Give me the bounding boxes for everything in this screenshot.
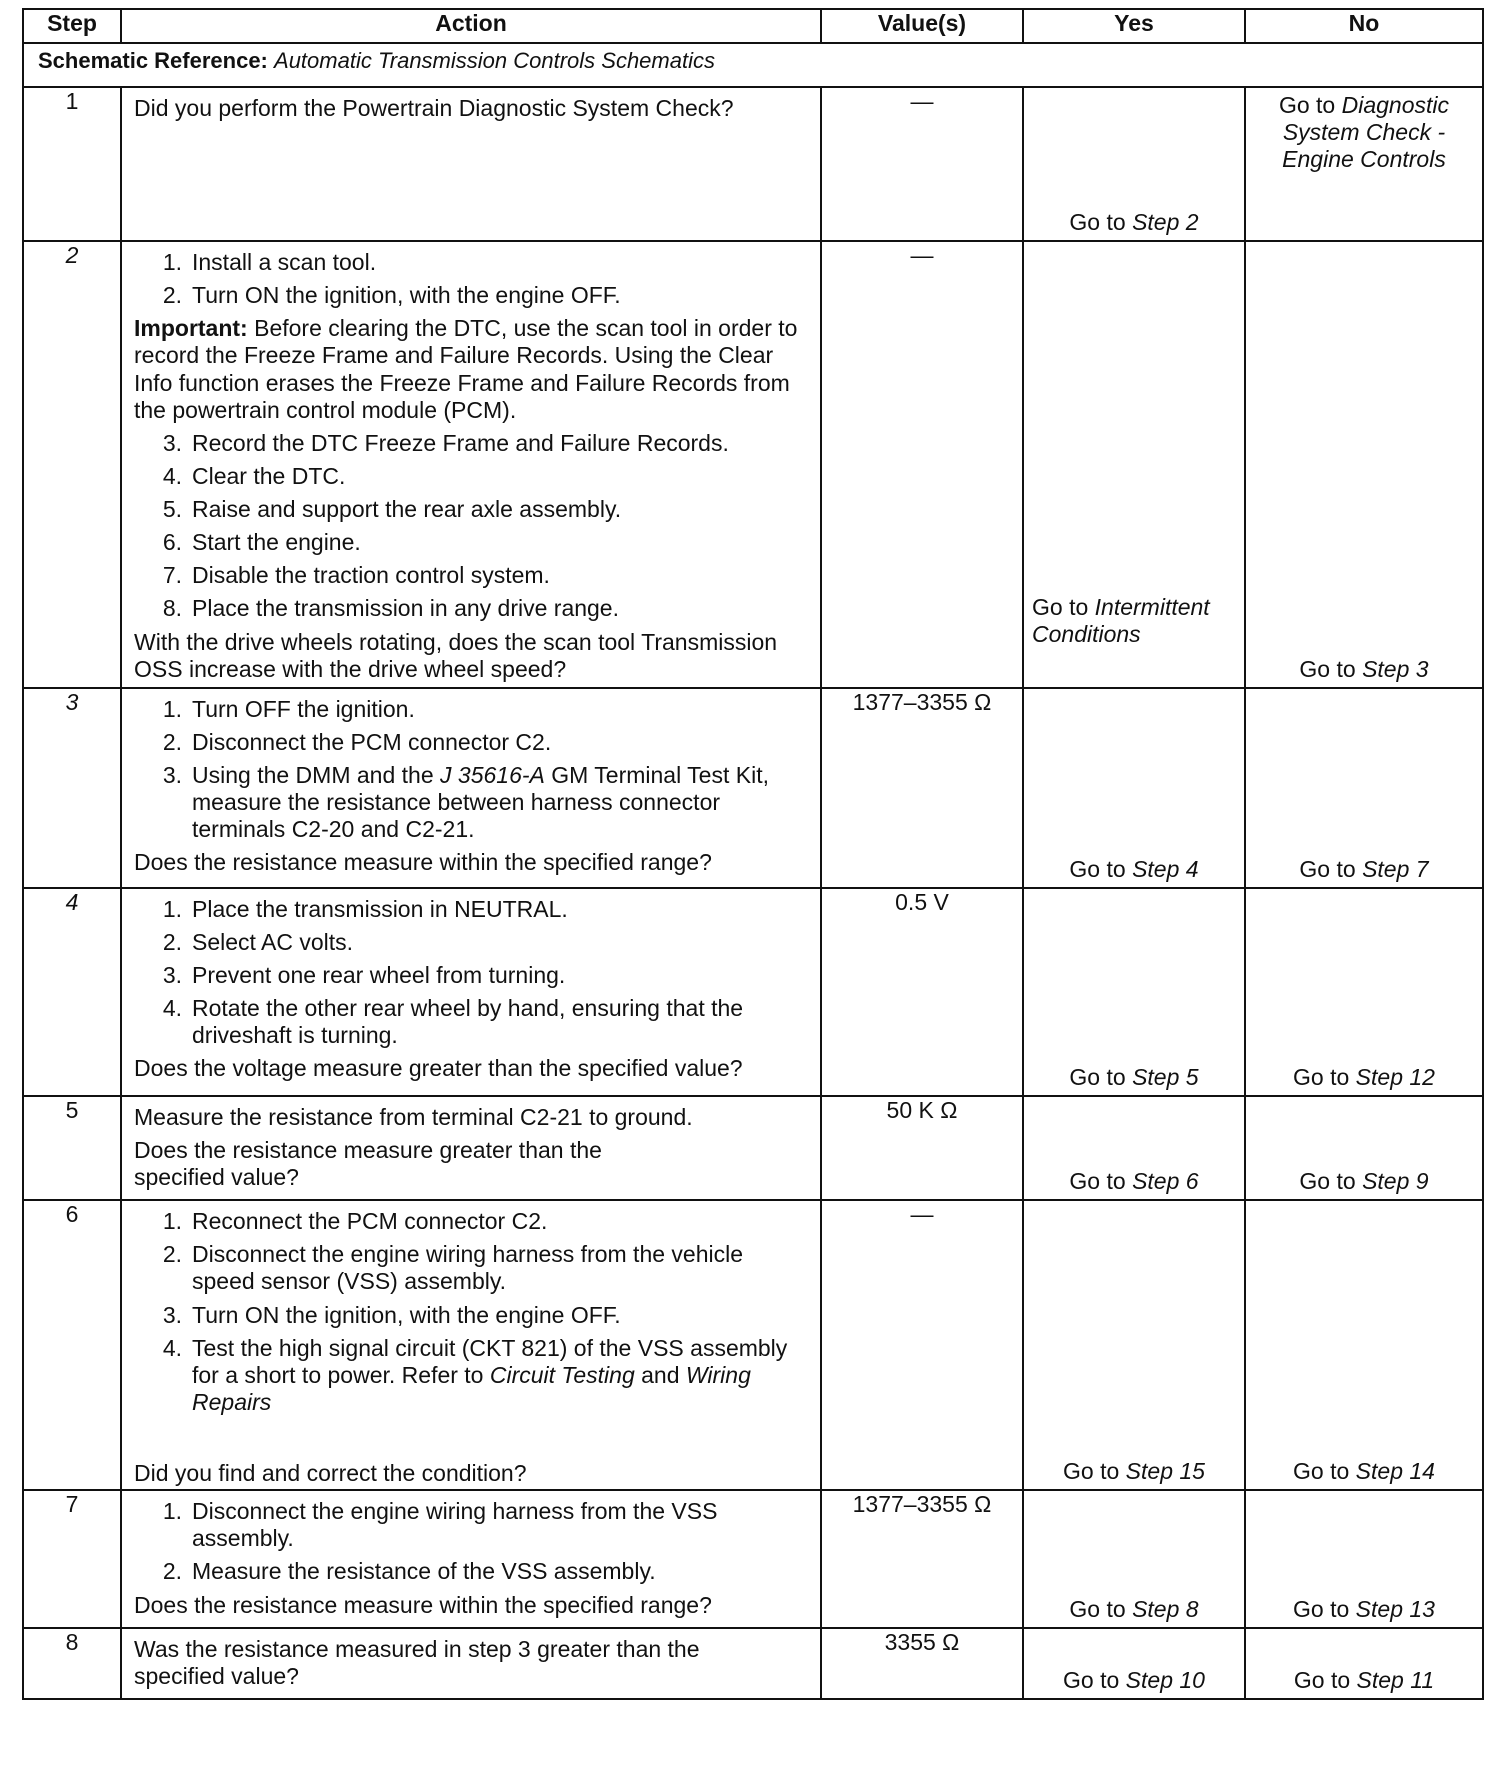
yes-goto[interactable]: [1024, 1064, 1244, 1091]
header-step: Step: [23, 9, 121, 43]
value-cell: —: [821, 1200, 1023, 1490]
action-question: Does the resistance measure within the specified range?: [134, 1591, 712, 1618]
action-cell: [121, 241, 821, 688]
goto-prefix: Go to: [1293, 1596, 1350, 1622]
goto-prefix: Go to: [1069, 855, 1126, 882]
goto-ref[interactable]: Step 4: [1132, 855, 1199, 882]
goto-ref[interactable]: Step 7: [1362, 855, 1429, 882]
list-item: 1. Place the transmission in NEUTRAL.: [162, 895, 568, 922]
yes-cell: [1023, 1490, 1245, 1628]
action-instruction: Measure the resistance from terminal C2-21 to ground.: [134, 1103, 693, 1130]
list-item: 2. Select AC volts.: [162, 928, 354, 955]
schematic-reference: [23, 43, 1483, 87]
list-item: 2. Disconnect the engine wiring harness from the vehicle speed sensor (VSS) assembly.: [162, 1241, 744, 1295]
yes-goto[interactable]: [1024, 1458, 1244, 1485]
step-number: 7: [23, 1490, 121, 1628]
step-number: 2: [23, 241, 121, 688]
no-cell: [1245, 1200, 1483, 1490]
value-cell: 50 K Ω: [821, 1096, 1023, 1200]
list-item: 4. Test the high signal circuit (CKT 821) of the VSS assembly for a short to power. Refer to Circuit Testing and Wiring Repairs: [162, 1334, 788, 1415]
goto-ref[interactable]: Step 2: [1132, 208, 1199, 235]
yes-cell: [1023, 888, 1245, 1096]
goto-ref[interactable]: Step 6: [1132, 1168, 1199, 1194]
goto-prefix: Go to: [1069, 1596, 1126, 1622]
step-row-1: [23, 87, 1483, 241]
no-cell: [1245, 241, 1483, 688]
yes-goto[interactable]: [1024, 856, 1244, 883]
list-item: 1. Reconnect the PCM connector C2.: [162, 1208, 548, 1235]
step-number: 8: [23, 1628, 121, 1699]
list-item: 3. Prevent one rear wheel from turning.: [162, 962, 566, 988]
list-item: 3. Record the DTC Freeze Frame and Failure Records.: [162, 429, 729, 456]
step-number: 5: [23, 1096, 121, 1200]
action-cell: [121, 1490, 821, 1628]
no-goto[interactable]: [1246, 1064, 1482, 1091]
header-yes: Yes: [1023, 9, 1245, 43]
list-item: 2. Turn ON the ignition, with the engine OFF.: [162, 282, 621, 309]
goto-ref[interactable]: Step 14: [1355, 1458, 1435, 1484]
yes-cell: [1023, 1096, 1245, 1200]
action-cell: [121, 87, 821, 241]
no-goto[interactable]: [1246, 1458, 1482, 1485]
step-row-5: [23, 1096, 1483, 1200]
action-question: Does the voltage measure greater than the specified value?: [134, 1055, 743, 1082]
goto-prefix: Go to: [1069, 208, 1126, 235]
step-row-6: [23, 1200, 1483, 1490]
list-item: 3. Turn ON the ignition, with the engine OFF.: [162, 1301, 621, 1328]
value-cell: 0.5 V: [821, 888, 1023, 1096]
step-row-3: [23, 688, 1483, 888]
schematic-reference-label: Schematic Reference:: [38, 48, 268, 73]
list-item: 1. Install a scan tool.: [162, 249, 377, 275]
yes-cell: [1023, 241, 1245, 688]
goto-prefix: Go to: [1063, 1458, 1120, 1484]
action-question: Was the resistance measured in step 3 greater than the specified value?: [134, 1636, 700, 1690]
header-action: Action: [121, 9, 821, 43]
yes-goto[interactable]: [1024, 1667, 1244, 1694]
goto-ref[interactable]: Step 11: [1356, 1667, 1435, 1694]
list-item: 4. Rotate the other rear wheel by hand, ensuring that the driveshaft is turning.: [162, 995, 744, 1049]
goto-prefix: Go to: [1278, 92, 1336, 118]
no-cell: [1245, 688, 1483, 888]
step-row-7: [23, 1490, 1483, 1628]
important-text: Before clearing the DTC, use the scan tool in order to record the Freeze Frame and Failure Records. Using the Clear Info function erases the Freeze Frame and Failure Records from the powertrain control module (PCM).: [134, 315, 798, 423]
goto-ref[interactable]: Step 9: [1362, 1168, 1429, 1194]
important-note: [134, 315, 812, 424]
yes-goto[interactable]: [1024, 1596, 1244, 1623]
goto-ref[interactable]: Intermittent Conditions: [1032, 594, 1210, 648]
action-question: Does the resistance measure within the specified range?: [134, 849, 712, 876]
list-item: 5. Raise and support the rear axle assembly.: [162, 496, 622, 522]
action-question: Did you find and correct the condition?: [134, 1460, 527, 1486]
no-cell: [1245, 1628, 1483, 1699]
goto-prefix: Go to: [1069, 1063, 1126, 1090]
goto-ref[interactable]: Step 8: [1132, 1596, 1199, 1622]
list-item: 2. Disconnect the PCM connector C2.: [162, 728, 552, 755]
step-number: 6: [23, 1200, 121, 1490]
step-row-4: [23, 888, 1483, 1096]
goto-ref[interactable]: Step 13: [1355, 1596, 1435, 1622]
yes-goto[interactable]: [1024, 1168, 1244, 1195]
goto-prefix: Go to: [1032, 594, 1089, 620]
no-cell: [1245, 87, 1483, 241]
action-question: With the drive wheels rotating, does the scan tool Transmission OSS increase with the drive wheel speed?: [134, 628, 778, 682]
important-label: Important:: [134, 315, 248, 342]
goto-prefix: Go to: [1299, 855, 1356, 882]
no-goto[interactable]: [1246, 1667, 1482, 1694]
goto-ref[interactable]: Diagnostic System Check - Engine Controls: [1282, 92, 1450, 173]
yes-cell: [1023, 1200, 1245, 1490]
step-row-2: [23, 241, 1483, 688]
tool-ref: J 35616-A: [440, 762, 545, 788]
list-item: 6. Start the engine.: [162, 529, 361, 556]
goto-prefix: Go to: [1293, 1458, 1350, 1484]
yes-cell: [1023, 87, 1245, 241]
goto-ref[interactable]: Step 3: [1362, 655, 1429, 682]
goto-prefix: Go to: [1299, 655, 1356, 682]
goto-prefix: Go to: [1293, 1667, 1351, 1694]
wiring-repairs-link[interactable]: Wiring Repairs: [192, 1361, 751, 1415]
goto-prefix: Go to: [1299, 1168, 1356, 1194]
action-cell: [121, 1096, 821, 1200]
list-item: 1. Turn OFF the ignition.: [162, 695, 415, 722]
no-goto[interactable]: [1246, 656, 1482, 683]
list-item: 8. Place the transmission in any drive range.: [162, 595, 619, 622]
yes-cell: [1023, 688, 1245, 888]
value-cell: —: [821, 87, 1023, 241]
header-row: [23, 9, 1483, 43]
value-cell: 1377–3355 Ω: [821, 688, 1023, 888]
no-goto[interactable]: [1246, 88, 1482, 173]
goto-ref[interactable]: Step 5: [1132, 1063, 1199, 1090]
goto-ref[interactable]: Step 12: [1355, 1063, 1435, 1090]
value-cell: 1377–3355 Ω: [821, 1490, 1023, 1628]
list-item: 4. Clear the DTC.: [162, 462, 346, 489]
goto-prefix: Go to: [1069, 1168, 1126, 1194]
list-item: 3. Using the DMM and the J 35616-A GM Terminal Test Kit, measure the resistance between harness connector terminals C2-20 and C2-21.: [162, 762, 769, 843]
action-cell: [121, 688, 821, 888]
circuit-testing-link[interactable]: Circuit Testing: [489, 1361, 635, 1388]
step-number: 4: [23, 888, 121, 1096]
no-goto[interactable]: [1246, 856, 1482, 883]
schematic-reference-link[interactable]: Automatic Transmission Controls Schematics: [274, 48, 715, 73]
action-cell: [121, 1200, 821, 1490]
goto-ref[interactable]: Step 15: [1125, 1458, 1205, 1484]
action-question: Does the resistance measure greater than the specified value?: [134, 1136, 602, 1190]
value-cell: 3355 Ω: [821, 1628, 1023, 1699]
step-number: 3: [23, 688, 121, 888]
step-row-8: [23, 1628, 1483, 1699]
action-question: Did you perform the Powertrain Diagnostic System Check?: [134, 95, 734, 121]
header-values: Value(s): [821, 9, 1023, 43]
goto-ref[interactable]: Step 10: [1125, 1667, 1205, 1694]
list-item: 2. Measure the resistance of the VSS assembly.: [162, 1558, 656, 1585]
yes-goto[interactable]: [1024, 209, 1244, 236]
no-goto[interactable]: [1246, 1596, 1482, 1623]
value-cell: —: [821, 241, 1023, 688]
schematic-reference-row: [23, 43, 1483, 87]
action-cell: [121, 888, 821, 1096]
list-item: 1. Disconnect the engine wiring harness from the VSS assembly.: [162, 1498, 718, 1552]
yes-cell: [1023, 1628, 1245, 1699]
goto-prefix: Go to: [1063, 1667, 1120, 1694]
action-cell: [121, 1628, 821, 1699]
goto-prefix: Go to: [1293, 1063, 1350, 1090]
no-cell: [1245, 888, 1483, 1096]
no-cell: [1245, 1096, 1483, 1200]
header-no: No: [1245, 9, 1483, 43]
yes-goto[interactable]: [1032, 594, 1240, 648]
diagnostic-table: [22, 8, 1484, 1700]
list-item: 7. Disable the traction control system.: [162, 562, 550, 589]
no-cell: [1245, 1490, 1483, 1628]
no-goto[interactable]: [1246, 1168, 1482, 1195]
step-number: 1: [23, 87, 121, 241]
